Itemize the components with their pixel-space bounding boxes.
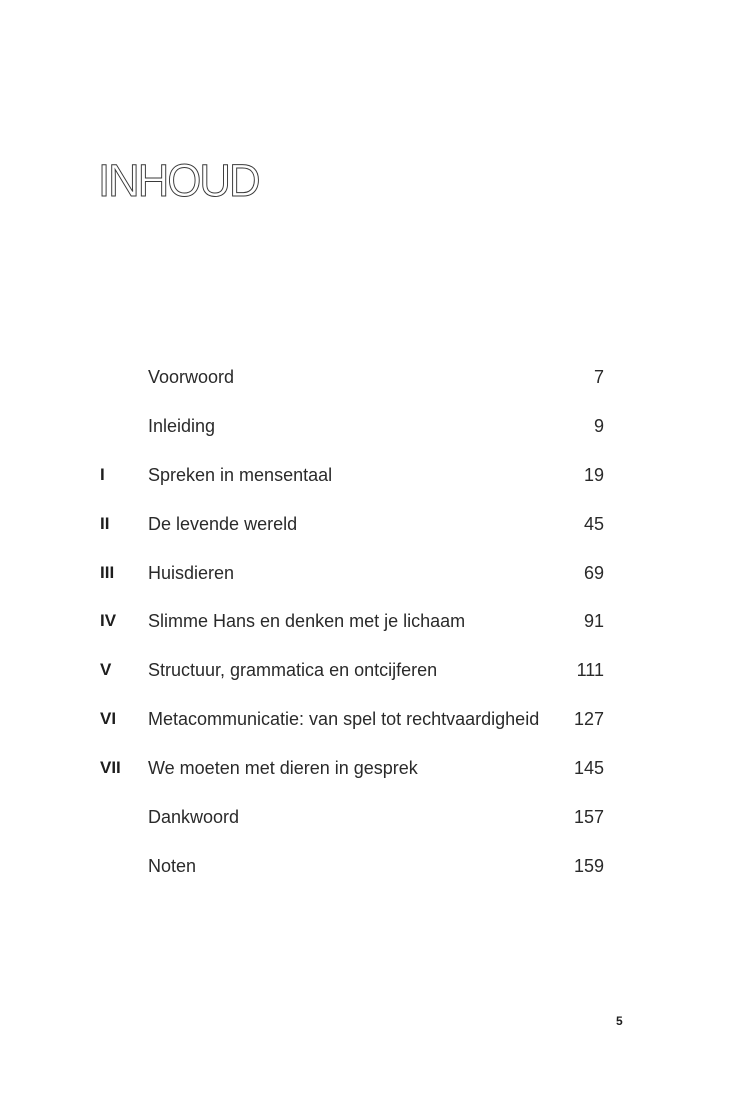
toc-page-number: 45 (583, 513, 604, 534)
toc-entry-voorwoord (98, 362, 608, 411)
toc-entry-title: Structuur, grammatica en ontcijferen (148, 660, 438, 681)
toc-entry-title: Huisdieren (148, 562, 235, 583)
toc-entry-noten (98, 851, 608, 900)
toc-entry-chapter-3 (98, 558, 608, 607)
toc-chapter-numeral: VI (100, 709, 117, 729)
toc-entry-title: Inleiding (148, 415, 216, 436)
toc-page-number: 145 (573, 758, 604, 779)
toc-page-number: 127 (573, 709, 604, 730)
toc-entry-title: Voorwoord (148, 367, 235, 387)
page-number: 5 (616, 1014, 623, 1028)
toc-chapter-numeral: VII (100, 758, 121, 778)
toc-entry-title: Metacommunicatie: van spel tot rechtvaardigheid (148, 709, 540, 730)
toc-entry-dankwoord (98, 802, 608, 851)
toc-page-number: 7 (593, 367, 604, 387)
toc-page-number: 157 (573, 807, 604, 828)
toc-entry-title: Slimme Hans en denken met je lichaam (148, 611, 466, 632)
toc-chapter-numeral: IV (100, 611, 117, 631)
toc-entry-chapter-6 (98, 704, 608, 753)
toc-entry-chapter-5 (98, 655, 608, 704)
toc-page-number: 111 (576, 660, 604, 681)
toc-page-number: 19 (583, 464, 604, 485)
toc-entry-chapter-4 (98, 606, 608, 655)
toc-entry-title: Noten (148, 855, 197, 876)
toc-entry-chapter-1 (98, 460, 608, 509)
toc-chapter-numeral: I (100, 464, 105, 484)
toc-entry-chapter-2 (98, 509, 608, 558)
toc-page-number: 9 (593, 415, 604, 436)
toc-page-number: 91 (583, 611, 604, 632)
toc-entry-title: We moeten met dieren in gesprek (148, 758, 418, 779)
toc-page-number: 69 (583, 562, 604, 583)
toc-entry-chapter-7 (98, 753, 608, 802)
toc-entry-title: Dankwoord (148, 807, 240, 828)
toc-entry-title: De levende wereld (148, 513, 298, 534)
toc-chapter-numeral: III (100, 562, 115, 582)
table-of-contents (98, 362, 608, 900)
toc-page-number: 159 (573, 855, 604, 876)
toc-entry-inleiding (98, 411, 608, 460)
toc-chapter-numeral: V (100, 660, 112, 680)
toc-entry-title: Spreken in mensentaal (148, 464, 333, 485)
toc-chapter-numeral: II (100, 513, 110, 533)
page-title: INHOUD (98, 155, 259, 206)
